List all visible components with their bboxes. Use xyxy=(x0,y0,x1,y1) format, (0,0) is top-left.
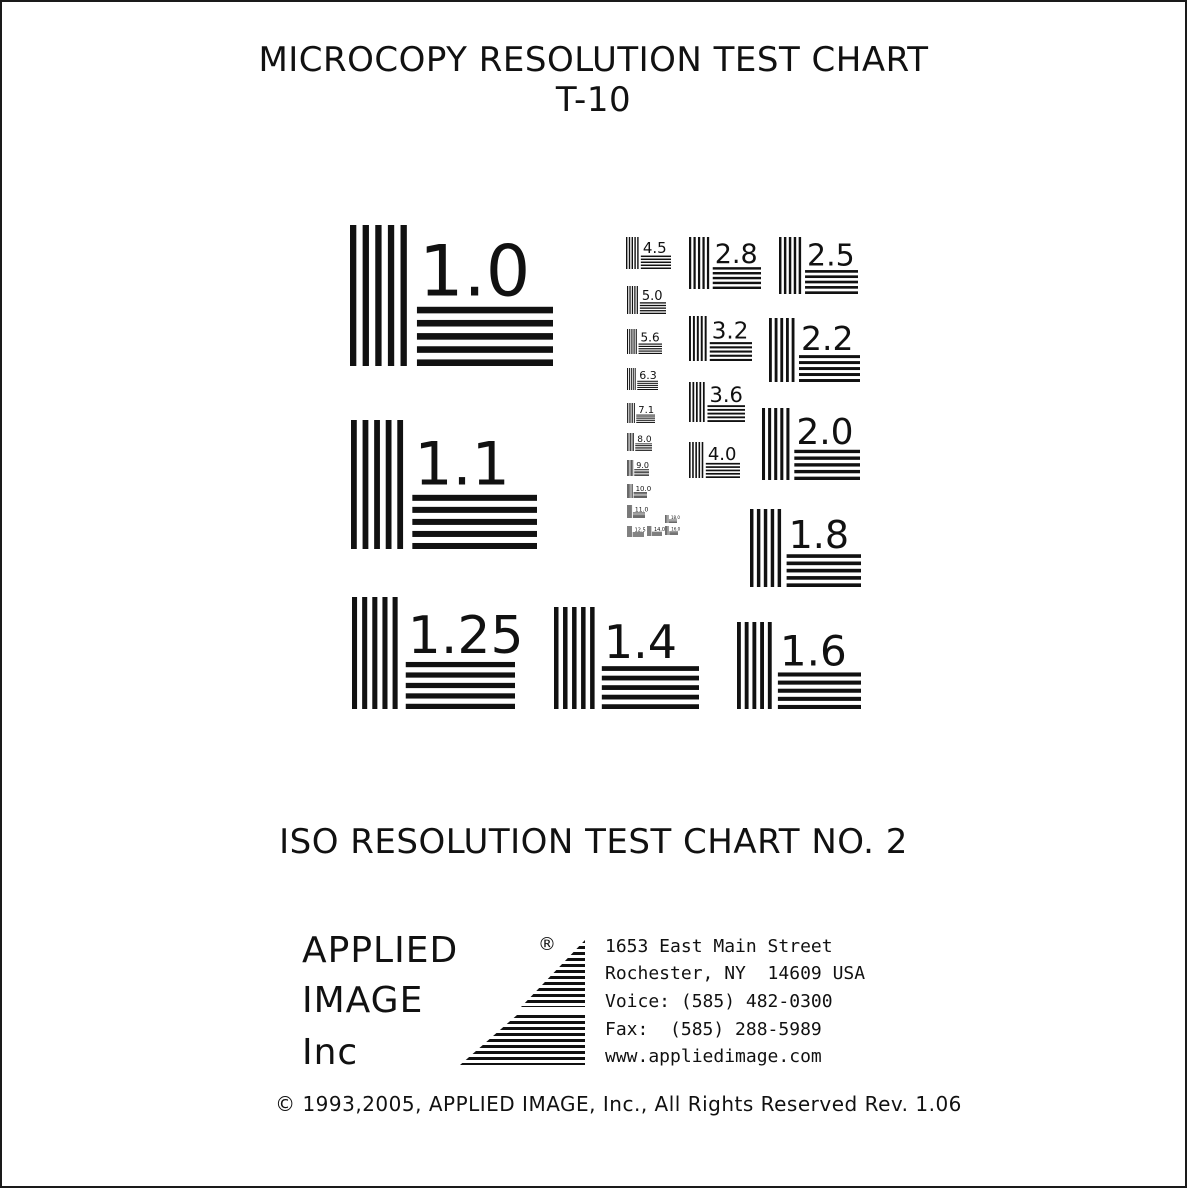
vertical-bar xyxy=(689,316,691,361)
horizontal-bar xyxy=(636,422,655,423)
horizontal-bar xyxy=(713,287,761,289)
horizontal-bar xyxy=(417,333,553,340)
vertical-bar xyxy=(627,505,628,518)
target-2.5 xyxy=(779,237,858,294)
vertical-bar xyxy=(631,460,632,476)
vertical-bar xyxy=(757,509,760,587)
horizontal-bar xyxy=(805,286,858,289)
target-1.6 xyxy=(737,622,861,709)
horizontal-bar xyxy=(713,272,761,274)
horizontal-bar xyxy=(634,496,647,497)
target-label: 3.6 xyxy=(709,383,743,407)
vertical-bar xyxy=(374,420,380,549)
vertical-bar xyxy=(696,382,698,422)
horizontal-bar xyxy=(640,313,666,314)
vertical-bar xyxy=(352,597,357,709)
horizontal-bar xyxy=(636,416,655,417)
vertical-bar xyxy=(792,318,795,382)
horizontal-bar xyxy=(633,517,645,518)
horizontal-bar xyxy=(634,471,649,472)
target-label: 12.5 xyxy=(634,527,646,534)
vertical-bar xyxy=(631,505,632,518)
horizontal-bar xyxy=(710,359,752,361)
logo-stripe xyxy=(455,1045,595,1048)
horizontal-bar xyxy=(799,361,860,364)
horizontal-bar xyxy=(707,416,745,418)
vertical-bar xyxy=(363,420,369,549)
vertical-bar xyxy=(630,505,631,518)
vertical-bar xyxy=(689,237,691,289)
vertical-bar xyxy=(693,237,695,289)
vertical-bar xyxy=(705,316,707,361)
target-4.5 xyxy=(626,237,671,269)
target-2.0 xyxy=(762,408,860,480)
target-6.3 xyxy=(627,368,658,390)
target-label: 1.25 xyxy=(407,606,524,666)
horizontal-bar xyxy=(637,383,658,384)
vertical-bar xyxy=(701,316,703,361)
horizontal-bar xyxy=(707,420,745,422)
target-label: 5.6 xyxy=(640,330,660,345)
vertical-bar xyxy=(631,329,632,354)
target-label: 1.1 xyxy=(414,429,510,500)
vertical-bar xyxy=(388,225,394,366)
vertical-bar xyxy=(581,607,586,709)
target-2.2 xyxy=(769,318,860,382)
target-label: 1.6 xyxy=(779,626,847,676)
vertical-bar xyxy=(786,318,789,382)
horizontal-bar xyxy=(602,704,699,709)
horizontal-bar xyxy=(637,387,658,388)
horizontal-bar xyxy=(633,514,645,515)
vertical-bar xyxy=(637,286,638,314)
horizontal-bar xyxy=(634,475,649,476)
target-16.0 xyxy=(665,526,681,535)
iso-chart-title: ISO RESOLUTION TEST CHART NO. 2 xyxy=(279,822,908,862)
target-label: 5.0 xyxy=(641,289,663,304)
vertical-bar xyxy=(692,442,694,478)
vertical-bar xyxy=(629,403,630,423)
horizontal-bar xyxy=(794,463,860,466)
vertical-bar xyxy=(699,382,701,422)
vertical-bar xyxy=(627,433,628,451)
horizontal-bar xyxy=(805,275,858,278)
target-1.1 xyxy=(351,420,537,549)
vertical-bar xyxy=(632,286,633,314)
vertical-bar xyxy=(629,329,630,354)
target-label: 7.1 xyxy=(638,405,655,416)
vertical-bar xyxy=(799,237,801,294)
vertical-bar xyxy=(752,622,756,709)
horizontal-bar xyxy=(713,282,761,284)
horizontal-bar xyxy=(710,351,752,353)
vertical-bar xyxy=(794,237,796,294)
target-label: 1.8 xyxy=(788,513,850,557)
logo-stripe xyxy=(455,1039,595,1042)
vertical-bar xyxy=(630,526,631,537)
vertical-bar xyxy=(629,526,630,537)
vertical-bar xyxy=(631,526,632,537)
vertical-bar xyxy=(362,597,367,709)
vertical-bar xyxy=(697,316,699,361)
vertical-bar xyxy=(629,286,630,314)
vertical-bar xyxy=(630,460,631,476)
logo-stripe xyxy=(455,958,595,961)
target-10.0 xyxy=(627,484,651,498)
horizontal-bar xyxy=(406,704,515,709)
horizontal-bar xyxy=(787,576,861,580)
horizontal-bar xyxy=(406,693,515,698)
logo-stripe xyxy=(455,946,595,949)
vertical-bar xyxy=(768,408,771,480)
vertical-bar xyxy=(554,607,559,709)
horizontal-bar xyxy=(778,705,861,709)
vertical-bar xyxy=(702,442,704,478)
target-7.1 xyxy=(627,403,655,423)
address-web[interactable]: www.appliedimage.com xyxy=(605,1046,822,1067)
target-label: 8.0 xyxy=(637,435,652,445)
registered-mark: ® xyxy=(538,934,557,955)
vertical-bar xyxy=(632,403,633,423)
target-label: 18.0 xyxy=(670,515,680,520)
target-label: 2.2 xyxy=(801,319,854,358)
vertical-bar xyxy=(634,286,635,314)
horizontal-bar xyxy=(639,351,662,352)
target-1.4 xyxy=(554,607,699,709)
horizontal-bar xyxy=(706,470,740,472)
vertical-bar xyxy=(637,237,638,269)
vertical-bar xyxy=(750,509,753,587)
horizontal-bar xyxy=(706,466,740,468)
horizontal-bar xyxy=(787,583,861,587)
logo-stripes-icon xyxy=(455,935,595,1070)
horizontal-bar xyxy=(635,448,652,449)
target-label: 3.2 xyxy=(711,318,749,345)
horizontal-bar xyxy=(805,281,858,284)
horizontal-bar xyxy=(639,348,662,349)
copyright-notice: © 1993,2005, APPLIED IMAGE, Inc., All Rights Reserved Rev. 1.06 xyxy=(275,1092,962,1116)
vertical-bar xyxy=(769,318,772,382)
logo-stripe xyxy=(455,1057,595,1060)
horizontal-bar xyxy=(639,346,662,347)
horizontal-bar xyxy=(417,320,553,327)
vertical-bar xyxy=(629,237,630,269)
vertical-bar xyxy=(563,607,568,709)
logo-stripe xyxy=(455,1033,595,1036)
vertical-bar xyxy=(363,225,369,366)
horizontal-bar xyxy=(640,307,666,308)
horizontal-bar xyxy=(639,353,662,354)
vertical-bar xyxy=(632,433,633,451)
horizontal-bar xyxy=(778,689,861,693)
vertical-bar xyxy=(632,460,633,476)
horizontal-bar xyxy=(636,420,655,421)
target-5.0 xyxy=(627,286,666,314)
horizontal-bar xyxy=(641,262,671,263)
target-label: 1.0 xyxy=(418,230,531,313)
horizontal-bar xyxy=(787,569,861,573)
horizontal-bar xyxy=(710,355,752,357)
target-2.8 xyxy=(689,237,761,289)
vertical-bar xyxy=(762,408,765,480)
horizontal-bar xyxy=(640,305,666,306)
vertical-bar xyxy=(634,403,635,423)
horizontal-bar xyxy=(641,268,671,269)
horizontal-bar xyxy=(799,367,860,370)
logo-stripe xyxy=(455,1063,595,1066)
vertical-bar xyxy=(698,237,700,289)
vertical-bar xyxy=(634,237,635,269)
vertical-bar xyxy=(633,368,634,390)
vertical-bar xyxy=(627,286,628,314)
vertical-bar xyxy=(689,442,691,478)
logo-stripe xyxy=(455,1021,595,1024)
logo-stripe xyxy=(455,1015,595,1018)
horizontal-bar xyxy=(633,536,644,537)
target-9.0 xyxy=(627,460,649,476)
vertical-bar xyxy=(630,403,631,423)
logo-stripe xyxy=(455,964,595,967)
horizontal-bar xyxy=(794,470,860,473)
vertical-bar xyxy=(590,607,595,709)
horizontal-bar xyxy=(634,493,647,494)
horizontal-bar xyxy=(706,476,740,478)
horizontal-bar xyxy=(417,359,553,366)
logo-stripe xyxy=(455,940,595,943)
chart-title: MICROCOPY RESOLUTION TEST CHART xyxy=(258,40,929,80)
vertical-bar xyxy=(386,420,392,549)
vertical-bar xyxy=(774,408,777,480)
vertical-bar xyxy=(760,622,764,709)
vertical-bar xyxy=(630,433,631,451)
vertical-bar xyxy=(628,505,629,518)
target-1.25 xyxy=(352,597,524,709)
horizontal-bar xyxy=(640,310,666,311)
vertical-bar xyxy=(780,318,783,382)
vertical-bar xyxy=(764,509,767,587)
vertical-bar xyxy=(635,368,636,390)
vertical-bar xyxy=(737,622,741,709)
vertical-bar xyxy=(789,237,791,294)
horizontal-bar xyxy=(637,385,658,386)
horizontal-bar xyxy=(778,681,861,685)
horizontal-bar xyxy=(602,695,699,700)
horizontal-bar xyxy=(707,409,745,411)
target-label: 1.4 xyxy=(603,615,677,669)
horizontal-bar xyxy=(633,535,644,536)
logo-stripe xyxy=(455,982,595,985)
logo-stripe xyxy=(455,1051,595,1054)
vertical-bar xyxy=(627,368,628,390)
horizontal-bar xyxy=(794,477,860,480)
horizontal-bar xyxy=(713,277,761,279)
vertical-bar xyxy=(372,597,377,709)
vertical-bar xyxy=(629,433,630,451)
vertical-bar xyxy=(629,368,630,390)
vertical-bar xyxy=(779,237,781,294)
horizontal-bar xyxy=(637,389,658,390)
address-fax: Fax: (585) 288-5989 xyxy=(605,1019,822,1040)
logo-stripe xyxy=(455,1000,595,1003)
vertical-bar xyxy=(350,225,356,366)
horizontal-bar xyxy=(634,472,649,473)
logo-stripe xyxy=(455,970,595,973)
horizontal-bar xyxy=(634,474,649,475)
horizontal-bar xyxy=(635,450,652,451)
vertical-bar xyxy=(629,505,630,518)
vertical-bar xyxy=(627,526,628,537)
horizontal-bar xyxy=(641,259,671,260)
vertical-bar xyxy=(775,318,778,382)
target-1.0 xyxy=(350,225,553,366)
target-12.5 xyxy=(627,526,646,537)
vertical-bar xyxy=(626,237,627,269)
horizontal-bar xyxy=(641,265,671,266)
target-label: 9.0 xyxy=(636,461,649,470)
horizontal-bar xyxy=(778,697,861,701)
horizontal-bar xyxy=(412,519,537,525)
horizontal-bar xyxy=(406,672,515,677)
vertical-bar xyxy=(627,403,628,423)
vertical-bar xyxy=(695,442,697,478)
vertical-bar xyxy=(699,442,701,478)
vertical-bar xyxy=(780,408,783,480)
vertical-bar xyxy=(375,225,381,366)
logo-stripe xyxy=(455,1027,595,1030)
vertical-bar xyxy=(382,597,387,709)
target-3.6 xyxy=(689,382,745,422)
vertical-bar xyxy=(786,408,789,480)
logo-stripe xyxy=(455,988,595,991)
horizontal-bar xyxy=(706,473,740,475)
vertical-bar xyxy=(629,484,630,498)
vertical-bar xyxy=(632,484,633,498)
horizontal-bar xyxy=(799,379,860,382)
vertical-bar xyxy=(778,509,781,587)
vertical-bar xyxy=(745,622,749,709)
vertical-bar xyxy=(692,382,694,422)
target-5.6 xyxy=(627,329,662,354)
vertical-bar xyxy=(401,225,407,366)
target-8.0 xyxy=(627,433,652,451)
vertical-bar xyxy=(693,316,695,361)
horizontal-bar xyxy=(799,373,860,376)
horizontal-bar xyxy=(787,562,861,566)
vertical-bar xyxy=(632,237,633,269)
horizontal-bar xyxy=(412,531,537,537)
vertical-bar xyxy=(633,433,634,451)
vertical-bar xyxy=(627,484,628,498)
target-label: 14.0 xyxy=(653,527,666,533)
horizontal-bar xyxy=(636,418,655,419)
vertical-bar xyxy=(397,420,403,549)
target-label: 11.0 xyxy=(634,506,649,514)
address-voice: Voice: (585) 482-0300 xyxy=(605,991,833,1012)
target-18.0 xyxy=(665,515,680,523)
target-label: 10.0 xyxy=(635,485,652,493)
target-label: 2.0 xyxy=(796,412,854,453)
target-label: 4.5 xyxy=(642,239,667,257)
horizontal-bar xyxy=(710,346,752,348)
horizontal-bar xyxy=(707,413,745,415)
target-label: 2.8 xyxy=(714,239,758,270)
logo-stripe xyxy=(455,976,595,979)
vertical-bar xyxy=(393,597,398,709)
horizontal-bar xyxy=(794,456,860,459)
logo-stripe xyxy=(455,1006,595,1009)
horizontal-bar xyxy=(417,346,553,353)
vertical-bar xyxy=(628,460,629,476)
horizontal-bar xyxy=(412,507,537,513)
target-label: 16.0 xyxy=(671,526,681,532)
vertical-bar xyxy=(627,329,628,354)
horizontal-bar xyxy=(633,516,645,517)
vertical-bar xyxy=(628,484,629,498)
target-14.0 xyxy=(647,526,665,536)
vertical-bar xyxy=(707,237,709,289)
logo-stripe xyxy=(455,994,595,997)
vertical-bar xyxy=(768,622,772,709)
target-label: 2.5 xyxy=(807,238,855,274)
logo-line-applied: APPLIED xyxy=(302,930,459,971)
vertical-bar xyxy=(631,484,632,498)
vertical-bar xyxy=(703,382,705,422)
target-1.8 xyxy=(750,509,861,587)
horizontal-bar xyxy=(412,543,537,549)
vertical-bar xyxy=(636,329,637,354)
vertical-bar xyxy=(689,382,691,422)
horizontal-bar xyxy=(633,515,645,516)
logo-line-inc: Inc xyxy=(302,1032,359,1073)
vertical-bar xyxy=(627,460,628,476)
vertical-bar xyxy=(702,237,704,289)
target-3.2 xyxy=(689,316,752,361)
target-11.0 xyxy=(627,505,648,518)
horizontal-bar xyxy=(634,495,647,496)
horizontal-bar xyxy=(602,685,699,690)
vertical-bar xyxy=(771,509,774,587)
vertical-bar xyxy=(351,420,357,549)
horizontal-bar xyxy=(635,447,652,448)
horizontal-bar xyxy=(406,683,515,688)
address-street: 1653 East Main Street xyxy=(605,936,833,957)
vertical-bar xyxy=(628,526,629,537)
target-label: 4.0 xyxy=(707,444,737,465)
target-label: 6.3 xyxy=(639,369,657,382)
horizontal-bar xyxy=(634,497,647,498)
vertical-bar xyxy=(631,368,632,390)
horizontal-bar xyxy=(602,676,699,681)
horizontal-bar xyxy=(633,534,644,535)
logo-stripe xyxy=(455,952,595,955)
chart-subtitle: T-10 xyxy=(555,80,632,120)
vertical-bar xyxy=(634,329,635,354)
vertical-bar xyxy=(572,607,577,709)
address-city: Rochester, NY 14609 USA xyxy=(605,963,866,984)
horizontal-bar xyxy=(635,445,652,446)
vertical-bar xyxy=(784,237,786,294)
logo-line-image: IMAGE xyxy=(302,980,424,1021)
target-4.0 xyxy=(689,442,740,478)
horizontal-bar xyxy=(805,291,858,294)
